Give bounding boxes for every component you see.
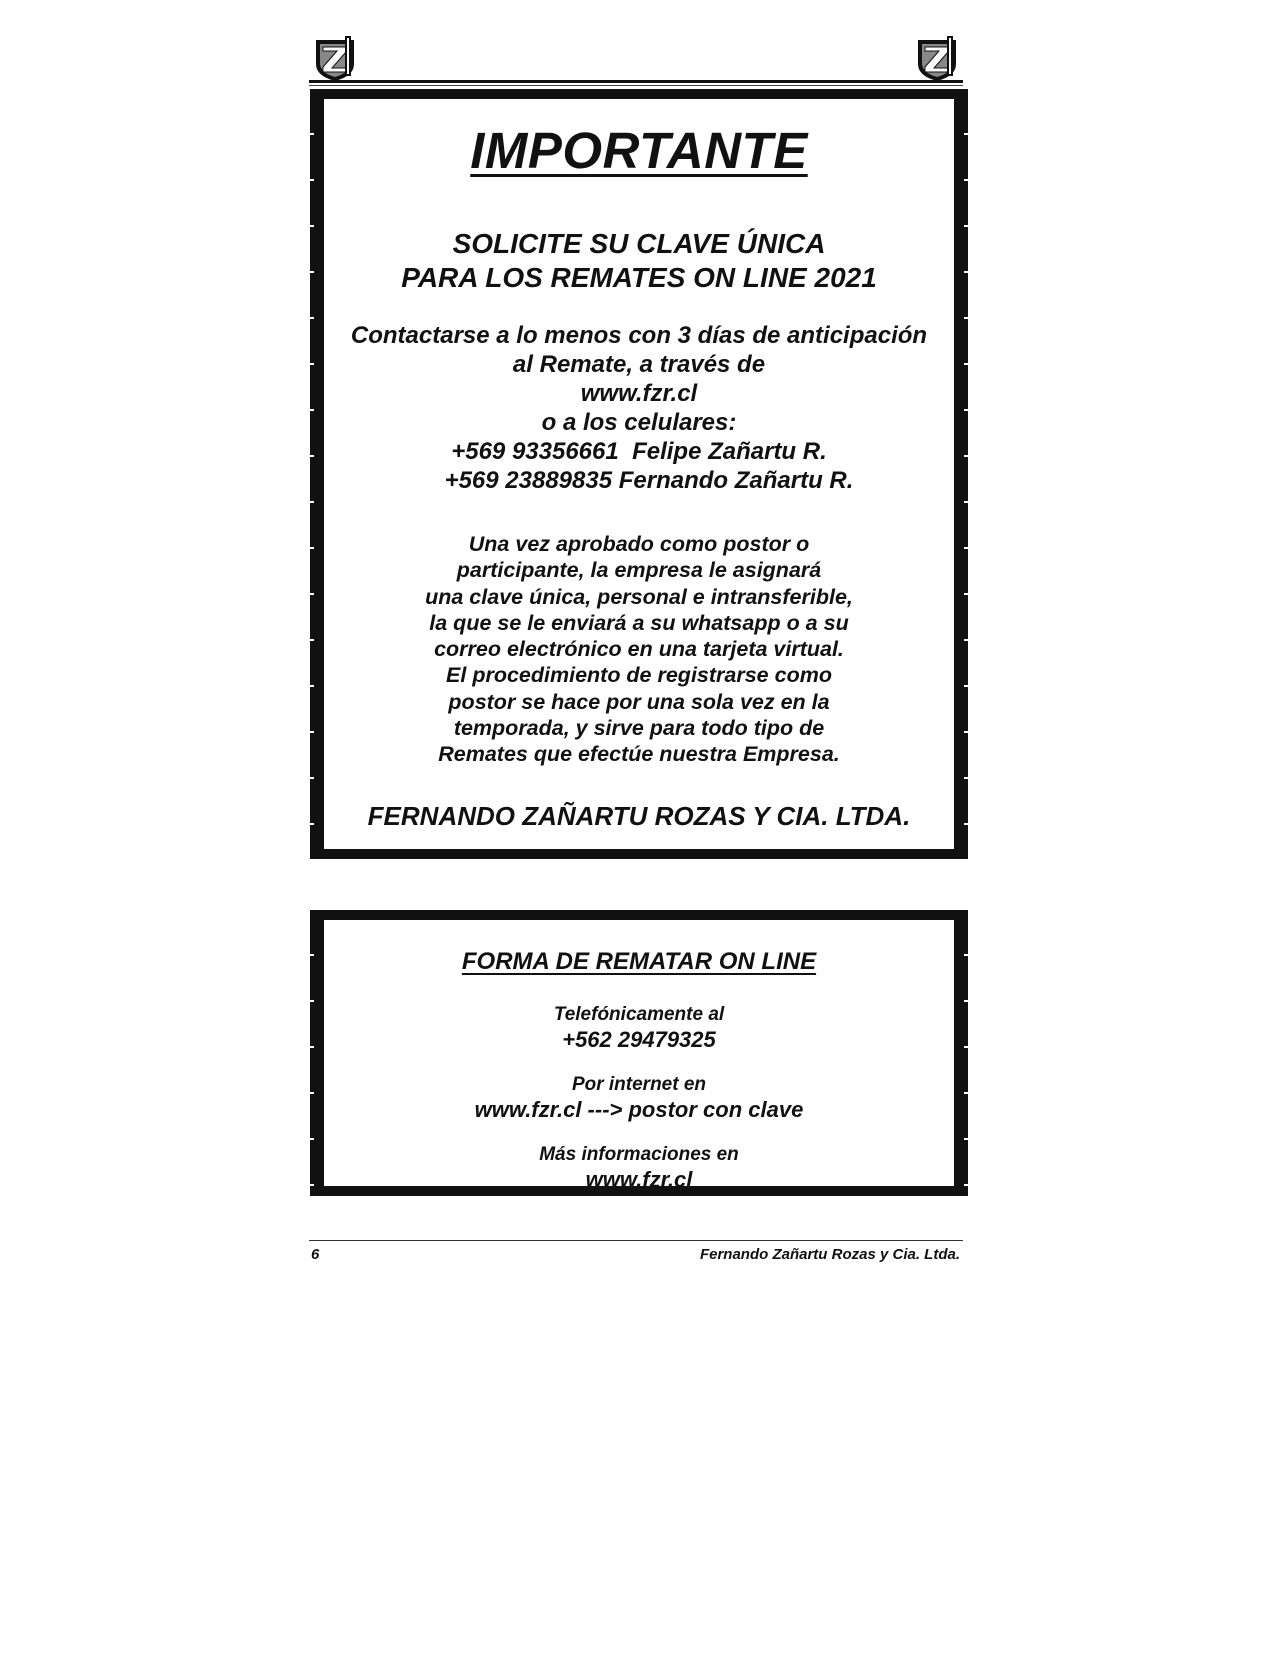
contact-phone-felipe: +569 93356661 Felipe Zañartu R. — [451, 438, 827, 465]
body-line: El procedimiento de registrarse como — [446, 663, 832, 688]
forma-rematar-box — [314, 910, 964, 1196]
footer-rule — [309, 1240, 963, 1241]
contact-website-link[interactable]: www.fzr.cl — [580, 380, 698, 407]
body-line: temporada, y sirve para todo tipo de — [453, 716, 825, 741]
forma-info-link[interactable]: www.fzr.cl — [585, 1167, 693, 1192]
important-subtitle — [324, 227, 954, 295]
header-rule — [309, 80, 963, 83]
contact-line: Contactarse a lo menos con 3 días de anticipación — [350, 322, 928, 349]
forma-info-label: Más informaciones en — [539, 1144, 739, 1165]
contact-line: o a los celulares: — [541, 409, 737, 436]
fzr-logo-icon — [914, 34, 960, 82]
subtitle-line: PARA LOS REMATES ON LINE 2021 — [401, 262, 877, 293]
forma-title: FORMA DE REMATAR ON LINE — [461, 948, 817, 975]
body-line: Una vez aprobado como postor o — [468, 532, 810, 556]
body-line: participante, la empresa le asignará — [456, 558, 822, 583]
contact-phone-fernando: +569 23889835 Fernando Zañartu R. — [424, 467, 854, 494]
body-line: correo electrónico en una tarjeta virtual. — [434, 637, 844, 662]
forma-phone-value: +562 29479325 — [562, 1027, 716, 1052]
forma-phone-group — [324, 1002, 954, 1052]
forma-internet-label: Por internet en — [571, 1074, 707, 1095]
page-number: 6 — [311, 1246, 320, 1263]
important-title: IMPORTANTE — [470, 122, 808, 179]
forma-internet-group — [324, 1072, 954, 1122]
body-line: una clave única, personal e intransferible, — [425, 584, 853, 609]
forma-internet-link[interactable]: www.fzr.cl ---> postor con clave — [474, 1097, 804, 1122]
important-body — [324, 531, 954, 768]
contact-line: al Remate, a través de — [512, 351, 766, 378]
forma-phone-label: Telefónicamente al — [553, 1004, 725, 1025]
body-line: la que se le enviará a su whatsapp o a su — [429, 610, 849, 635]
fzr-logo-icon — [312, 34, 358, 82]
header-rule-thin — [309, 85, 963, 86]
body-line: Remates que efectúe nuestra Empresa. — [438, 742, 840, 767]
body-line: postor se hace por una sola vez en la — [448, 689, 830, 714]
footer-company-name: Fernando Zañartu Rozas y Cia. Ltda. — [699, 1246, 960, 1263]
important-company-name: FERNANDO ZAÑARTU ROZAS Y CIA. LTDA. — [367, 801, 911, 831]
important-notice-box — [314, 89, 964, 859]
forma-info-group — [324, 1142, 954, 1192]
subtitle-line: SOLICITE SU CLAVE ÚNICA — [452, 228, 826, 259]
important-contact — [324, 321, 954, 495]
